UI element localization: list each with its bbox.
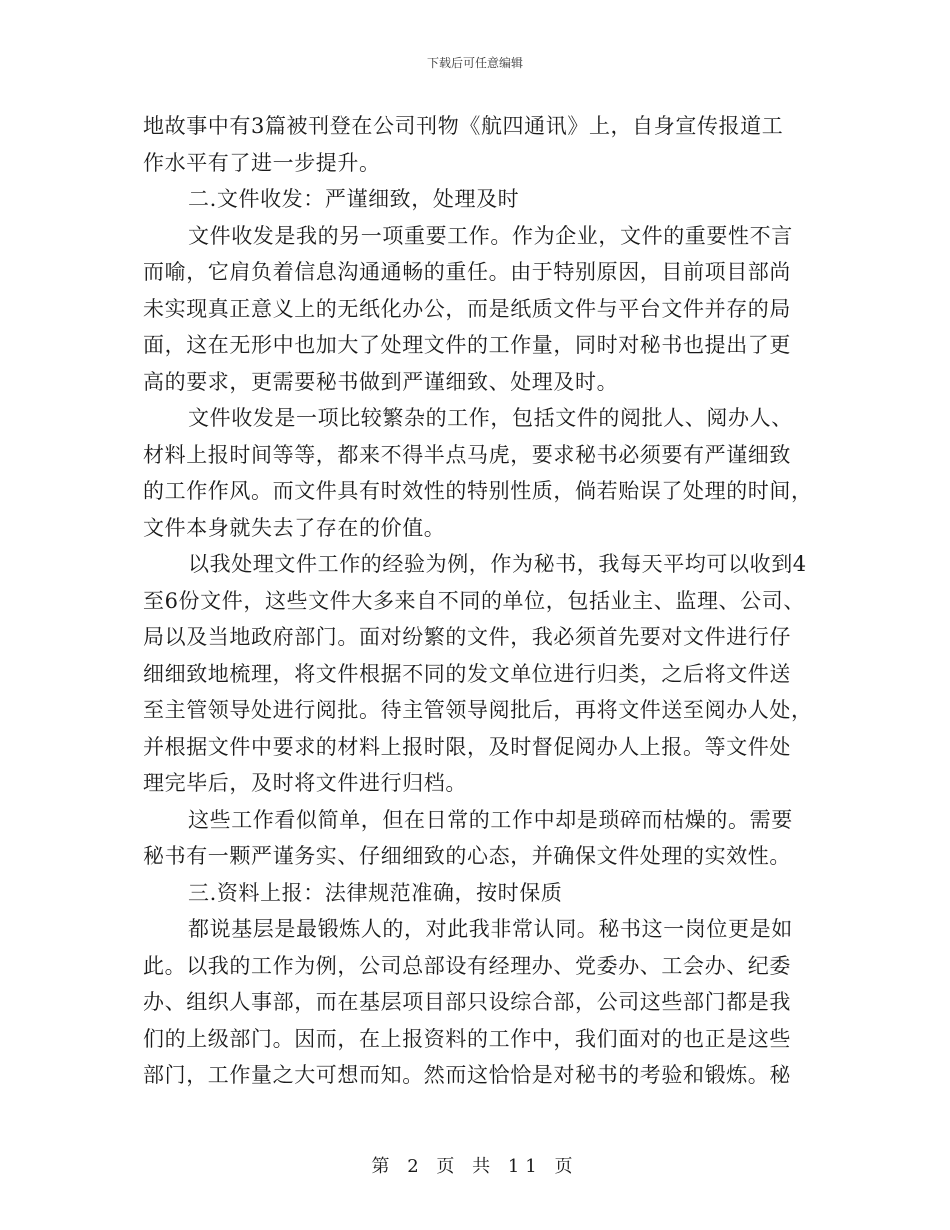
text-line: 地故事中有3篇被刊登在公司刊物《航四通讯》上，自身宣传报道工 bbox=[143, 114, 784, 138]
document-body bbox=[143, 108, 811, 1094]
text-line: 至主管领导处进行阅批。待主管领导阅批后，再将文件送至阅办人处， bbox=[143, 698, 813, 722]
text-line: 至6份文件，这些文件大多来自不同的单位，包括业主、监理、公司、 bbox=[143, 588, 805, 613]
text-line: 材料上报时间等等，都来不得半点马虎，要求秘书必须要有严谨细致 bbox=[143, 442, 791, 467]
text-line: 未实现真正意义上的无纸化办公，而是纸质文件与平台文件并存的局 bbox=[143, 296, 791, 321]
section-heading: 三.资料上报：法律规范准确，按时保质 bbox=[188, 880, 563, 905]
text-line: 办、组织人事部，而在基层项目部只设综合部，公司这些部门都是我 bbox=[143, 990, 791, 1014]
text-line: 高的要求，更需要秘书做到严谨细致、处理及时。 bbox=[143, 369, 619, 394]
text-line: 此。以我的工作为例，公司总部设有经理办、党委办、工会办、纪委 bbox=[143, 953, 791, 978]
text-line: 这些工作看似简单，但在日常的工作中却是琐碎而枯燥的。需要 bbox=[188, 807, 793, 832]
text-line: 秘书有一颗严谨务实、仔细细致的心态，并确保文件处理的实效性。 bbox=[143, 844, 791, 868]
text-line: 们的上级部门。因而，在上报资料的工作中，我们面对的也正是这些 bbox=[143, 1026, 791, 1051]
text-line: 理完毕后，及时将文件进行归档。 bbox=[143, 771, 467, 795]
page-header: 下载后可任意编辑 bbox=[426, 56, 523, 70]
text-line: 文件收发是一项比较繁杂的工作，包括文件的阅批人、阅办人、 bbox=[188, 406, 793, 430]
text-line: 作水平有了进一步提升。 bbox=[143, 150, 381, 175]
text-line: 面，这在无形中也加大了处理文件的工作量，同时对秘书也提出了更 bbox=[143, 333, 791, 357]
text-line: 细细致地梳理，将文件根据不同的发文单位进行归类，之后将文件送 bbox=[143, 661, 791, 686]
page-footer: 第 2 页 共 11 页 bbox=[371, 1156, 579, 1177]
text-line: 部门，工作量之大可想而知。然而这恰恰是对秘书的考验和锻炼。秘 bbox=[143, 1063, 791, 1087]
text-line: 都说基层是最锻炼人的，对此我非常认同。秘书这一岗位更是如 bbox=[188, 917, 793, 941]
section-heading: 二.文件收发：严谨细致，处理及时 bbox=[188, 187, 520, 211]
text-line: 局以及当地政府部门。面对纷繁的文件，我必须首先要对文件进行仔 bbox=[143, 625, 791, 649]
text-line: 并根据文件中要求的材料上报时限，及时督促阅办人上报。等文件处 bbox=[143, 734, 791, 759]
text-line: 而喻，它肩负着信息沟通通畅的重任。由于特别原因，目前项目部尚 bbox=[143, 260, 791, 284]
text-line: 文件收发是我的另一项重要工作。作为企业，文件的重要性不言 bbox=[188, 223, 793, 248]
text-line: 文件本身就失去了存在的价值。 bbox=[143, 515, 446, 540]
text-line: 的工作作风。而文件具有时效性的特别性质，倘若贻误了处理的时间， bbox=[143, 479, 813, 503]
text-line: 以我处理文件工作的经验为例，作为秘书，我每天平均可以收到4 bbox=[188, 552, 807, 576]
